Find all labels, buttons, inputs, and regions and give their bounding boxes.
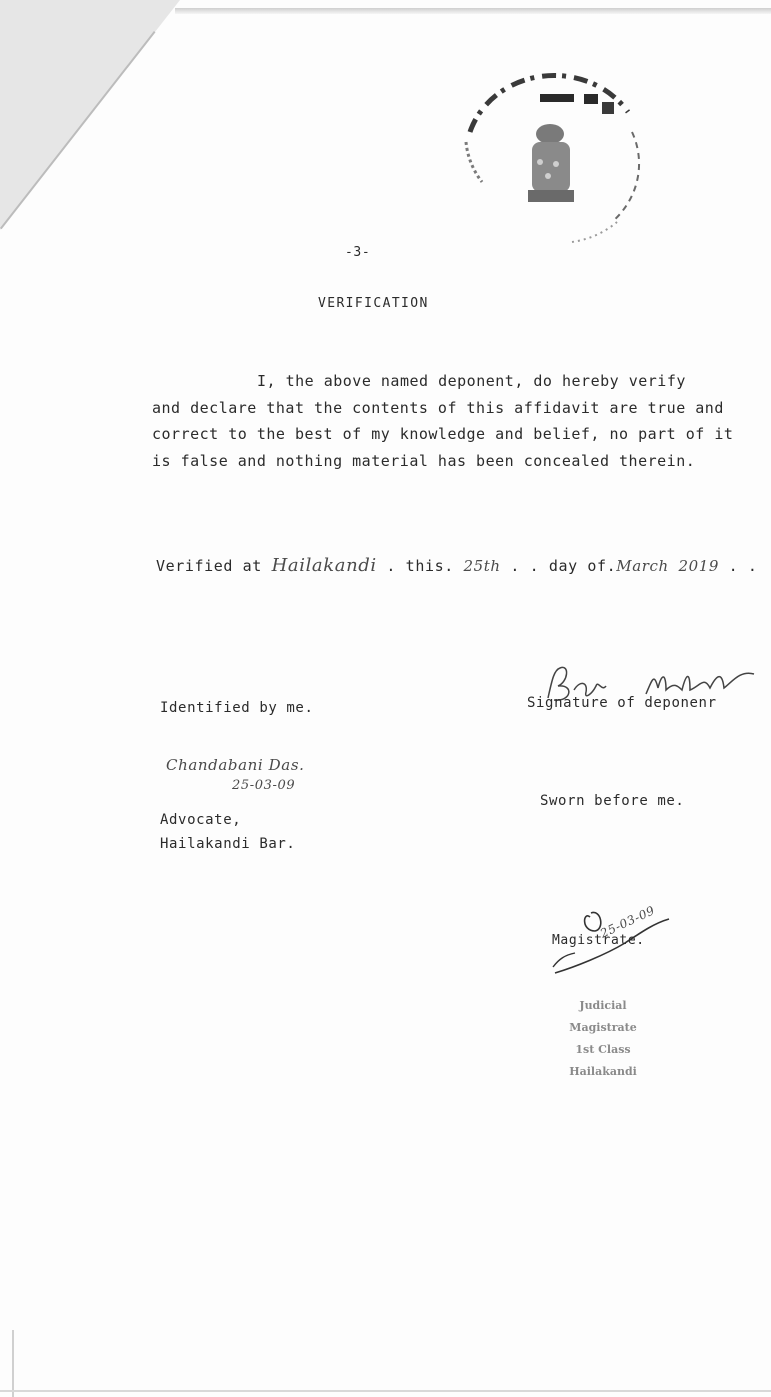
verification-heading: VERIFICATION [318, 296, 429, 311]
sworn-before: Sworn before me. [540, 793, 685, 809]
magistrate-date: 25-03-09 [598, 903, 658, 941]
verified-place: Hailakandi [271, 555, 377, 576]
verified-prefix: Verified at [156, 557, 262, 575]
identified-by: Identified by me. [160, 700, 314, 716]
stamp-line-3: Hailakandi [569, 1065, 637, 1078]
paragraph-body: and declare that the contents of this affidavit are true and correct to the best of my knowledge and belief, no part of it is false and nothing material has been concealed therein. [152, 398, 734, 470]
verified-sep-2: . . day of. [510, 557, 617, 575]
verified-month: March [616, 557, 669, 575]
stamp-line-1: Judicial Magistrate [569, 999, 637, 1034]
advocate-block [160, 808, 295, 856]
advocate-bar: Hailakandi Bar. [160, 836, 296, 852]
scan-edge-bottom [0, 1390, 771, 1392]
verified-sep-1: . this. [386, 557, 454, 575]
verification-paragraph [152, 368, 752, 474]
advocate-title: Advocate, [160, 812, 242, 828]
national-emblem-seal-icon [452, 72, 648, 248]
verified-at-line [156, 555, 758, 576]
scan-edge [175, 8, 771, 14]
signature-label: Signature of deponenr [527, 695, 717, 711]
magistrate-label: Magistrate. [552, 933, 645, 948]
verified-day: 25th [463, 557, 501, 575]
verified-end: . . [728, 557, 758, 575]
paragraph-first-line: I, the above named deponent, do hereby verify [257, 372, 686, 390]
advocate-signature-date: 25-03-09 [232, 778, 296, 793]
verified-year: 2019 [678, 557, 720, 575]
stamp-line-2: 1st Class [575, 1043, 631, 1056]
page-number: -3- [345, 245, 371, 260]
advocate-signature: Chandabani Das. [166, 756, 305, 774]
magistrate-stamp [548, 995, 658, 1083]
scan-edge-left [12, 1330, 14, 1397]
